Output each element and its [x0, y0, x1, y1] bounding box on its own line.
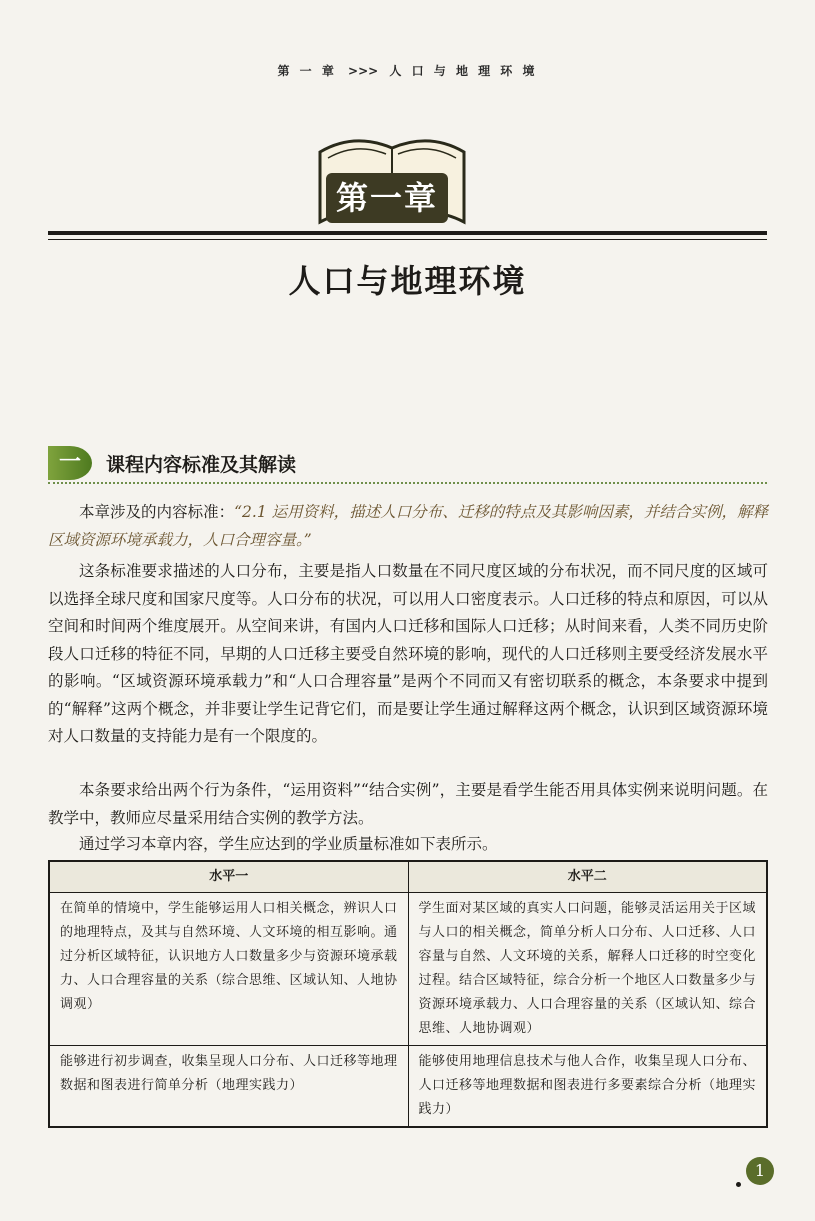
header-title: 人 口 与 地 理 环 境: [389, 64, 538, 78]
paragraph-conditions: 本条要求给出两个行为条件，“运用资料”“结合实例”，主要是看学生能否用具体实例来说明问题。在教学中，教师应尽量采用结合实例的教学方法。: [48, 781, 768, 827]
table-cell: 在简单的情境中，学生能够运用人口相关概念，辨识人口的地理特点，及其与自然环境、人文环境的相互影响。通过分析区域特征，认识地方人口数量多少与资源环境承载力、人口合理容量的关系（综合思维、区域认知、人地协调观）: [49, 893, 408, 1046]
section-divider: [48, 482, 767, 484]
table-header-row: [49, 861, 767, 893]
table-row: [49, 893, 767, 1046]
standard-quote: “2.1 运用资料，描述人口分布、迁移的特点及其影响因素，并结合实例，解释区域资源环境承载力，人口合理容量。”: [48, 503, 768, 549]
chapter-badge: 第一章: [326, 173, 448, 223]
section-number: 一: [48, 446, 92, 480]
header-chapter: 第 一 章: [277, 64, 337, 78]
header-separator: >>>: [348, 64, 379, 78]
paragraph-table-intro: 通过学习本章内容，学生应达到的学业质量标准如下表所示。: [79, 835, 498, 853]
page-number: 1: [746, 1157, 774, 1185]
table-row: [49, 1046, 767, 1128]
table-header-level-1: 水平一: [49, 861, 408, 893]
table-header-level-2: 水平二: [408, 861, 767, 893]
quality-standard-table: [48, 860, 768, 1128]
table-cell: 学生面对某区域的真实人口问题，能够灵活运用关于区域与人口的相关概念，简单分析人口分布、人口迁移、人口容量与自然、人文环境的关系，解释人口迁移的时空变化过程。结合区域特征，综合分析一个地区人口数量多少与资源环境承载力、人口合理容量的关系（区域认知、综合思维、人地协调观）: [408, 893, 767, 1046]
running-header: [0, 62, 815, 79]
chapter-title: 人口与地理环境: [288, 262, 527, 300]
section-heading: [48, 448, 296, 478]
table-cell: 能够进行初步调查，收集呈现人口分布、人口迁移等地理数据和图表进行简单分析（地理实践力）: [49, 1046, 408, 1128]
paragraph-explanation: 这条标准要求描述的人口分布，主要是指人口数量在不同尺度区域的分布状况，而不同尺度的区域可以选择全球尺度和国家尺度等。人口分布的状况，可以用人口密度表示。人口迁移的特点和原因，可以从空间和时间两个维度展开。从空间来讲，有国内人口迁移和国际人口迁移；从时间来看，人类不同历史阶段人口迁移的特征不同，早期的人口迁移主要受自然环境的影响，现代的人口迁移则主要受经济发展水平的影响。“区域资源环境承载力”和“人口合理容量”是两个不同而又有密切联系的概念，本条要求中提到的“解释”这两个概念，并非要让学生记背它们，而是要让学生通过解释这两个概念，认识到区域资源环境对人口数量的支持能力是有一个限度的。: [48, 562, 768, 745]
table-cell: 能够使用地理信息技术与他人合作，收集呈现人口分布、人口迁移等地理数据和图表进行多要素综合分析（地理实践力）: [408, 1046, 767, 1128]
title-rule-thick: [48, 231, 767, 235]
section-title: 课程内容标准及其解读: [106, 453, 297, 476]
title-rule-thin: [48, 239, 767, 240]
paragraph-standard: [48, 499, 768, 554]
page-dot: [736, 1182, 741, 1187]
standard-lead: 本章涉及的内容标准：: [79, 503, 235, 521]
